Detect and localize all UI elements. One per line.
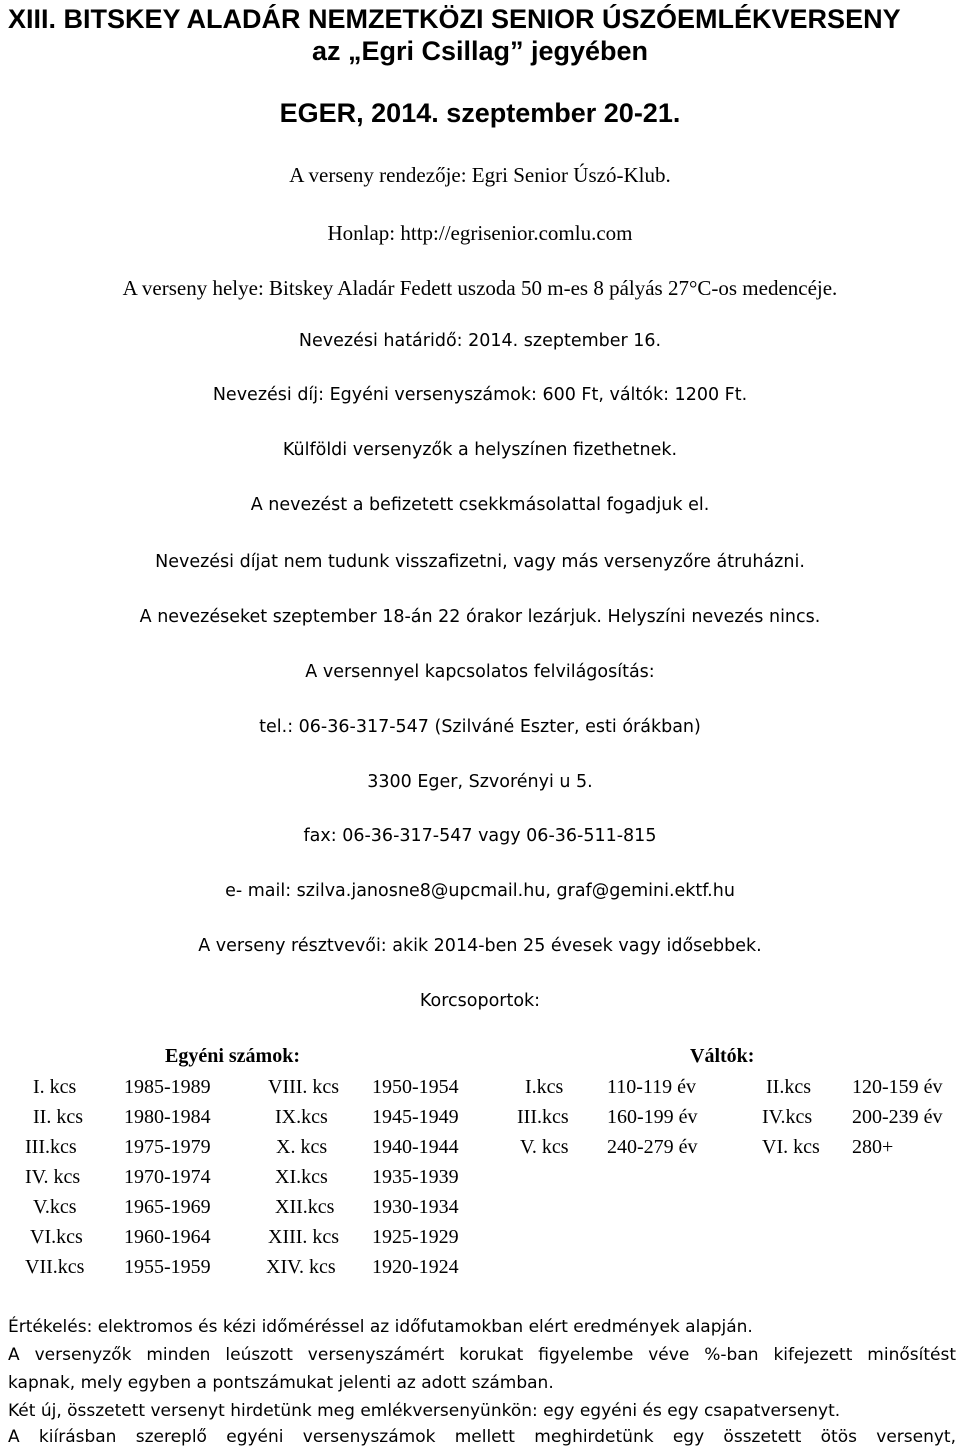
relay-group-range: 240-279 év (607, 1136, 698, 1158)
age-group-years: 1945-1949 (372, 1106, 459, 1128)
age-group-years: 1960-1964 (124, 1226, 211, 1248)
relay-group-label: IV.kcs (762, 1106, 813, 1128)
age-group-years: 1920-1924 (372, 1256, 459, 1278)
relay-group-label: III.kcs (517, 1106, 569, 1128)
age-group-label: XIII. kcs (268, 1226, 340, 1248)
title-line-2: az „Egri Csillag” jegyében (311, 36, 649, 66)
age-group-label: IV. kcs (25, 1166, 81, 1188)
contact-tel: tel.: 06-36-317-547 (Szilváné Eszter, esti órákban) (259, 717, 701, 737)
relay-group-range: 200-239 év (852, 1106, 943, 1128)
refund-note: Nevezési díjat nem tudunk visszafizetni, vagy más versenyzőre átruházni. (155, 552, 805, 572)
relay-group-label: V. kcs (520, 1136, 569, 1158)
contact-fax: fax: 06-36-317-547 vagy 06-36-511-815 (303, 826, 657, 846)
contact-address: 3300 Eger, Szvorényi u 5. (367, 772, 593, 792)
age-group-label: XIV. kcs (266, 1256, 336, 1278)
age-group-label: II. kcs (33, 1106, 83, 1128)
evaluation-note: Értékelés: elektromos és kézi időméréssel az időfutamokban elért eredmények alapján. (8, 1317, 753, 1337)
age-group-label: III.kcs (25, 1136, 77, 1158)
participants-note: A verseny résztvevői: akik 2014-ben 25 évesek vagy idősebbek. (198, 936, 762, 956)
relay-group-label: VI. kcs (762, 1136, 820, 1158)
age-group-years: 1965-1969 (124, 1196, 211, 1218)
age-group-label: X. kcs (276, 1136, 328, 1158)
age-group-years: 1975-1979 (124, 1136, 211, 1158)
composite-note: Két új, összetett versenyt hirdetünk meg emlékversenyünkön: egy egyéni és egy csapatversenyt. (8, 1401, 841, 1421)
title-line-1: XIII. BITSKEY ALADÁR NEMZETKÖZI SENIOR ÚSZÓEMLÉKVERSENY (8, 4, 901, 34)
age-group-label: VI.kcs (30, 1226, 83, 1248)
age-group-label: VII.kcs (25, 1256, 85, 1278)
age-group-years: 1970-1974 (124, 1166, 211, 1188)
relay-group-range: 110-119 év (607, 1076, 697, 1098)
age-group-years: 1980-1984 (124, 1106, 211, 1128)
age-group-years: 1925-1929 (372, 1226, 459, 1248)
points-note-line-2: kapnak, mely egyben a pontszámukat jelenti az adott számban. (8, 1373, 554, 1393)
age-group-years: 1930-1934 (372, 1196, 459, 1218)
deadline: Nevezési határidő: 2014. szeptember 16. (298, 331, 662, 351)
age-group-years: 1985-1989 (124, 1076, 211, 1098)
venue: A verseny helye: Bitskey Aladár Fedett uszoda 50 m-es 8 pályás 27°C-os medencéje. (122, 276, 838, 300)
relay-group-range: 160-199 év (607, 1106, 698, 1128)
check-copy-note: A nevezést a befizetett csekkmásolattal fogadjuk el. (250, 495, 710, 515)
contact-heading: A versennyel kapcsolatos felvilágosítás: (305, 662, 655, 682)
age-group-years: 1935-1939 (372, 1166, 459, 1188)
relay-group-label: II.kcs (766, 1076, 811, 1098)
age-group-label: I. kcs (33, 1076, 77, 1098)
points-note-line-1: A versenyzők minden leúszott versenyszámért korukat figyelembe véve %-ban kifejezett minősítést (8, 1345, 956, 1365)
age-group-label: VIII. kcs (268, 1076, 340, 1098)
relay-group-label: I.kcs (525, 1076, 564, 1098)
organizer: A verseny rendezője: Egri Senior Úszó-Klub. (289, 163, 671, 187)
age-group-label: XII.kcs (275, 1196, 335, 1218)
foreign-payment: Külföldi versenyzők a helyszínen fizethetnek. (282, 440, 678, 460)
entry-fee: Nevezési díj: Egyéni versenyszámok: 600 Ft, váltók: 1200 Ft. (212, 385, 748, 405)
age-group-label: XI.kcs (275, 1166, 328, 1188)
relay-group-range: 120-159 év (852, 1076, 943, 1098)
composite-note-line-2: A kiírásban szereplő egyéni versenyszámok mellett meghirdetünk egy összetett ötös versenyt, (8, 1427, 956, 1447)
age-group-years: 1950-1954 (372, 1076, 459, 1098)
relay-group-range: 280+ (852, 1136, 894, 1158)
age-group-label: V.kcs (33, 1196, 77, 1218)
age-group-years: 1940-1944 (372, 1136, 459, 1158)
website: Honlap: http://egrisenior.comlu.com (327, 221, 633, 245)
age-group-years: 1955-1959 (124, 1256, 211, 1278)
relays-heading: Váltók: (690, 1045, 755, 1067)
contact-email: e- mail: szilva.janosne8@upcmail.hu, graf@gemini.ektf.hu (225, 881, 735, 901)
closing-note: A nevezéseket szeptember 18-án 22 órakor lezárjuk. Helyszíni nevezés nincs. (139, 607, 821, 627)
age-group-label: IX.kcs (275, 1106, 328, 1128)
age-groups-heading: Korcsoportok: (419, 991, 541, 1011)
individual-heading: Egyéni számok: (165, 1045, 300, 1067)
event-date: EGER, 2014. szeptember 20-21. (279, 98, 681, 128)
